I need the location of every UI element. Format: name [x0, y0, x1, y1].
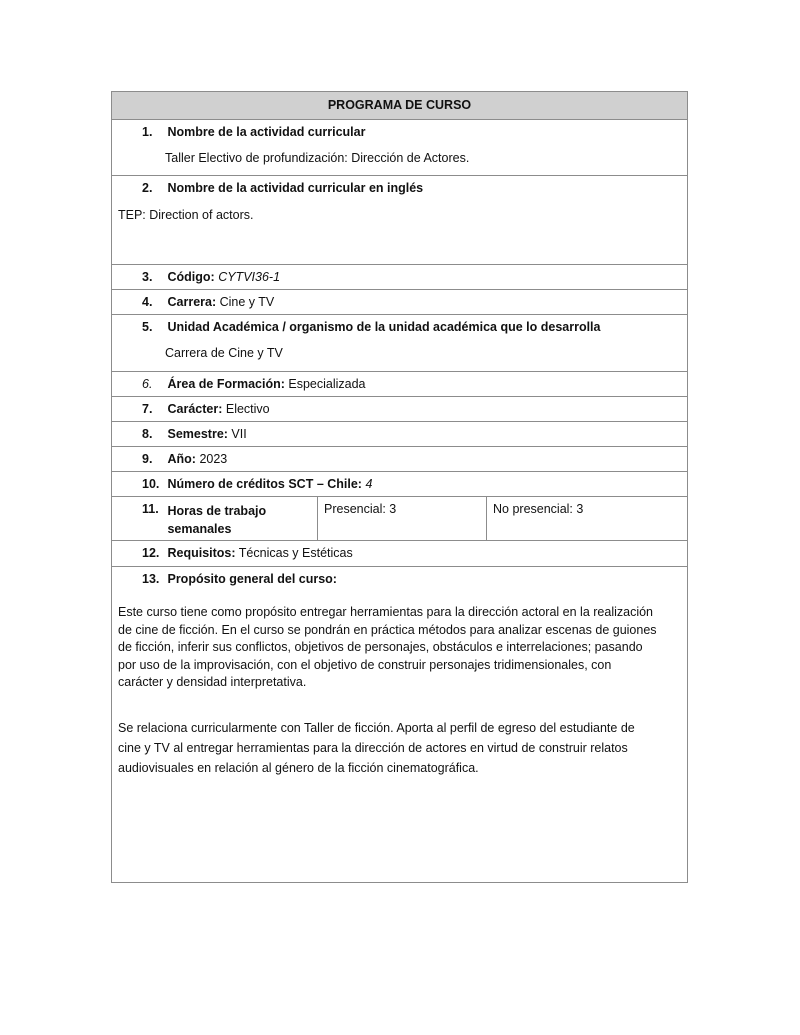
field-value: 4 — [365, 477, 373, 491]
item-number: 3. — [142, 270, 153, 284]
item-number: 5. — [142, 320, 153, 334]
paragraph-line: de cine de ficción. En el curso se pondrán en práctica métodos para analizar escenas de guiones — [118, 622, 657, 637]
field-label: Horas de trabajo semanales — [167, 504, 267, 536]
paragraph-line: por uso de la improvisación, con el objetivo de construir personajes tridimensionales, con — [118, 657, 612, 672]
field-value: Cine y TV — [219, 295, 275, 309]
field-label: Propósito general del curso: — [167, 572, 337, 586]
field-value: Especializada — [288, 377, 366, 391]
paragraph-line: audiovisuales en relación al género de la ficción cinematográfica. — [118, 760, 479, 775]
weekly-hours-label-cell — [112, 497, 317, 540]
row-requirements — [112, 540, 687, 566]
no-presencial-value: No presencial: 3 — [493, 502, 584, 516]
item-number: 4. — [142, 295, 153, 309]
row-weekly-hours — [112, 496, 687, 540]
field-label: Año: — [167, 452, 196, 466]
paragraph-line: carácter y densidad interpretativa. — [118, 675, 307, 689]
paragraph-line: cine y TV al entregar herramientas para la dirección de actores en virtud de construir relatos — [118, 740, 628, 755]
field-label: Requisitos: — [167, 546, 236, 560]
item-number: 2. — [142, 181, 153, 195]
purpose-paragraph-2 — [112, 718, 687, 778]
no-presencial-cell — [486, 497, 687, 540]
paragraph-line: Se relaciona curricularmente con Taller de ficción. Aporta al perfil de egreso del estudiante de — [118, 720, 635, 735]
row-career — [112, 289, 687, 314]
item-number: 7. — [142, 402, 153, 416]
row-general-purpose — [112, 566, 687, 882]
row-activity-name-english — [112, 175, 687, 264]
row-character — [112, 396, 687, 421]
item-number: 13. — [142, 572, 160, 586]
item-number: 10. — [142, 477, 160, 491]
paragraph-line: Este curso tiene como propósito entregar herramientas para la dirección actoral en la realización — [118, 605, 654, 619]
field-label: Carácter: — [167, 402, 223, 416]
field-value: VII — [231, 427, 247, 441]
page-title: PROGRAMA DE CURSO — [327, 98, 472, 112]
field-label: Carrera: — [167, 295, 217, 309]
item-number: 6. — [142, 377, 153, 391]
item-number: 8. — [142, 427, 153, 441]
field-value: Técnicas y Estéticas — [238, 546, 353, 560]
row-year — [112, 446, 687, 471]
item-number: 9. — [142, 452, 153, 466]
field-value: Taller Electivo de profundización: Dirección de Actores. — [165, 151, 470, 165]
row-academic-unit — [112, 314, 687, 371]
row-credits — [112, 471, 687, 496]
field-label: Nombre de la actividad curricular — [167, 125, 366, 139]
field-value: Electivo — [225, 402, 270, 416]
field-label: Unidad Académica / organismo de la unidad académica que lo desarrolla — [167, 320, 601, 334]
field-value: 2023 — [199, 452, 228, 466]
field-label: Nombre de la actividad curricular en inglés — [167, 181, 424, 195]
row-semester — [112, 421, 687, 446]
item-number: 12. — [142, 546, 160, 560]
table-header — [112, 92, 687, 119]
field-label: Área de Formación: — [167, 377, 285, 391]
row-training-area — [112, 371, 687, 396]
presencial-cell — [317, 497, 486, 540]
row-code — [112, 264, 687, 289]
item-number: 1. — [142, 125, 153, 139]
paragraph-line: de ficción, inferir sus conflictos, objetivos de personajes, obstáculos e interrelaciones; pasando — [118, 640, 643, 654]
field-value: CYTVI36-1 — [218, 270, 281, 284]
presencial-value: Presencial: 3 — [324, 502, 397, 516]
field-label: Semestre: — [167, 427, 228, 441]
field-value: TEP: Direction of actors. — [118, 208, 254, 222]
field-value: Carrera de Cine y TV — [165, 346, 283, 360]
field-label: Número de créditos SCT – Chile: — [167, 477, 362, 491]
row-activity-name — [112, 119, 687, 175]
course-program-table — [111, 91, 688, 883]
purpose-paragraph-1 — [112, 604, 687, 692]
field-label: Código: — [167, 270, 215, 284]
item-number: 11. — [142, 502, 159, 516]
